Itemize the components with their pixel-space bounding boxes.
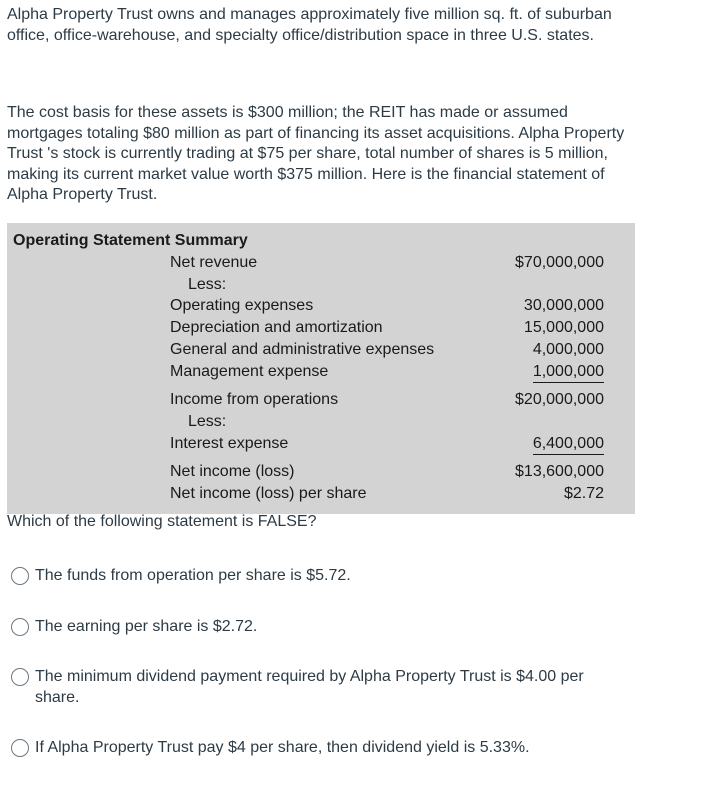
answer-option-text: The minimum dividend payment required by Alpha Property Trust is $4.00 per share. <box>35 668 584 706</box>
statement-row-management-expense <box>7 363 635 385</box>
row-label: Operating expenses <box>170 297 314 314</box>
row-label: Net income (loss) <box>170 463 295 480</box>
radio-button[interactable] <box>11 668 29 686</box>
row-label: Depreciation and amortization <box>170 319 383 336</box>
row-label: Less: <box>188 413 227 430</box>
row-amount: 6,400,000 <box>533 435 604 455</box>
statement-row-g-and-a <box>7 341 635 363</box>
row-label: Management expense <box>170 363 329 380</box>
row-amount: 1,000,000 <box>533 363 604 383</box>
answer-option-text: The funds from operation per share is $5.72. <box>35 567 351 584</box>
statement-row-net-income-per-share <box>7 485 635 507</box>
radio-button[interactable] <box>11 739 29 757</box>
row-amount: 30,000,000 <box>523 297 604 314</box>
row-amount: 4,000,000 <box>532 341 604 358</box>
row-label: General and administrative expenses <box>170 341 435 358</box>
radio-button[interactable] <box>11 567 29 585</box>
row-amount: $13,600,000 <box>515 463 604 480</box>
row-label: Net income (loss) per share <box>170 485 367 502</box>
statement-row-net-income <box>7 463 635 485</box>
row-amount: 15,000,000 <box>523 319 604 336</box>
row-label: Less: <box>188 276 227 293</box>
statement-row-operating-expenses <box>7 297 635 319</box>
statement-row-depreciation <box>7 319 635 341</box>
statement-row-less <box>7 276 635 298</box>
intro-paragraph-2: The cost basis for these assets is $300 million; the REIT has made or assumed mortgages totaling $80 million as part of financing its asset acquisitions. Alpha Property Trust 's stock is currently trading at $75 per share, total number of shares is 5 million, making its current market value worth $375 million. Here is the financial statement of Alpha Property Trust. <box>7 104 625 203</box>
intro-paragraph-1: Alpha Property Trust owns and manages approximately five million sq. ft. of suburban office, office-warehouse, and specialty office/distribution space in three U.S. states. <box>7 6 612 44</box>
answer-option-text: If Alpha Property Trust pay $4 per share, then dividend yield is 5.33%. <box>35 739 530 756</box>
statement-row-interest-expense <box>7 435 635 457</box>
radio-button[interactable] <box>11 618 29 636</box>
question-prompt: Which of the following statement is FALSE? <box>7 513 317 530</box>
statement-title: Operating Statement Summary <box>13 232 248 249</box>
operating-statement-table <box>7 223 635 514</box>
row-amount: $70,000,000 <box>515 254 604 271</box>
row-amount: $20,000,000 <box>515 391 604 408</box>
statement-row-less <box>7 413 635 435</box>
row-amount: $2.72 <box>563 485 604 502</box>
row-label: Income from operations <box>170 391 339 408</box>
answer-option-text: The earning per share is $2.72. <box>35 618 258 635</box>
statement-row-income-from-operations <box>7 391 635 413</box>
row-label: Interest expense <box>170 435 289 452</box>
row-label: Net revenue <box>170 254 258 271</box>
statement-row-net-revenue <box>7 254 635 276</box>
